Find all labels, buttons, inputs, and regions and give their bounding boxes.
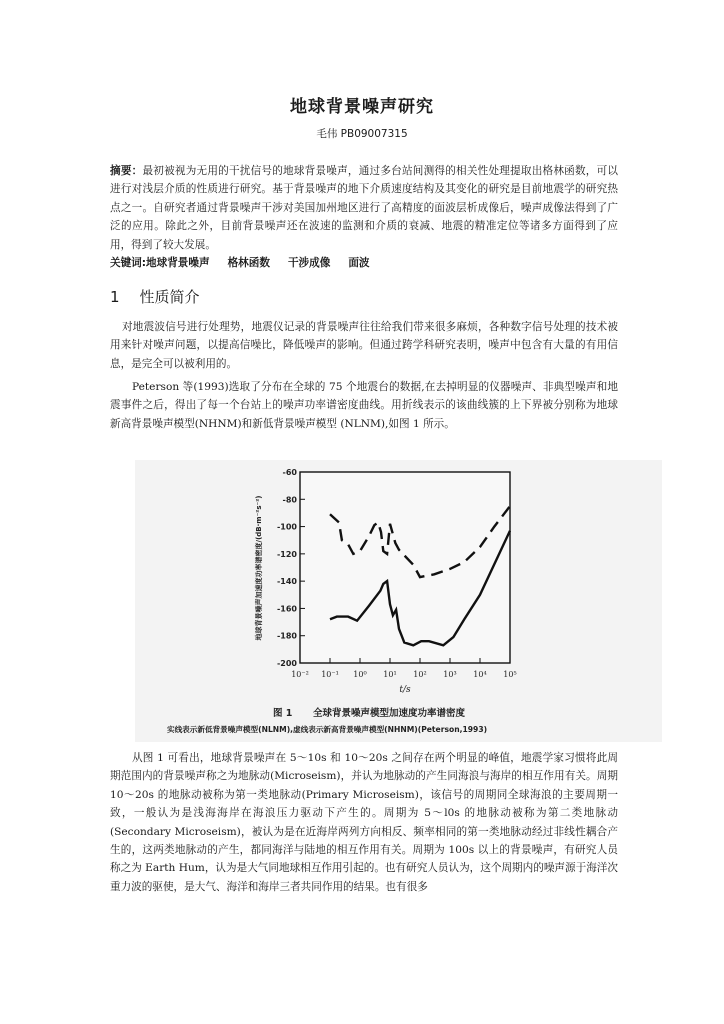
keyword-item: 格林函数 [227,257,270,269]
y-tick-label: -60 [282,468,297,477]
keyword-item: 地球背景噪声 [146,257,210,269]
section-heading [110,286,200,307]
x-tick-label: 10⁻¹ [321,670,339,679]
y-axis-label: 地球背景噪声加速度功率谱密度/(dB·m⁻²s⁻²) [255,495,263,641]
y-tick-label: -160 [276,604,297,614]
section-number: 1 [110,288,120,306]
x-tick-label: 10³ [443,670,457,679]
x-tick-label: 10⁴ [473,670,487,679]
figure-title: 全球背景噪声模型加速度功率谱密度 [313,708,466,719]
x-axis-label: t/s [399,685,411,695]
y-tick-label: -200 [276,659,297,668]
abstract-text: 最初被视为无用的干扰信号的地球背景噪声，通过多台站间测得的相关性处理提取出格林函数，可以进行对浅层介质的性质进行研究。基于背景噪声的地下介质速度结构及其变化的研究是目前地震学的研究热点之一。自研究者通过背景噪声干涉对美国加州地区进行了高精度的面波层析成像后，噪声成像法得到了广泛的应用。除此之外，目前背景噪声还在波速的监测和介质的衰减、地震的精准定位等诸多方面得到了应用，得到了较大发展。 [110,165,619,251]
paragraph-2: Peterson 等(1993)选取了分布在全球的 75 个地震台的数据,在去掉明显的仪器噪声、非典型噪声和地震事件之后，得出了每一个台站上的噪声功率谱密度曲线。用折线表示的该曲线簇的上下界被分别称为地球新高背景噪声模型(NHNM)和新低背景噪声模型 (NLNM),如图 1 所示。 [110,381,618,430]
x-tick-label: 10⁵ [503,670,517,679]
paragraph-1: 对地震波信号进行处理势，地震仪记录的背景噪声往往给我们带来很多麻烦，各种数字信号处理的技术被用来针对噪声问题，以提高信噪比，降低噪声的影响。但通过跨学科研究表明，噪声中包含有大量的有用信息，是完全可以被利用的。 [110,321,618,370]
abstract [110,162,618,254]
keywords [110,255,388,270]
figure-1 [135,460,662,742]
author-line: 毛伟 PB09007315 [316,128,408,140]
abstract-label: 摘要： [110,165,143,177]
plot-frame [300,472,510,663]
keywords-label: 关键词: [110,257,147,269]
paper-title: 地球背景噪声研究 [290,97,434,117]
figure-number: 图 1 [273,708,293,719]
y-tick-label: -100 [276,522,297,532]
y-tick-label: -120 [276,549,297,559]
keyword-item: 面波 [348,257,370,269]
noise-model-chart [135,460,662,742]
x-tick-label: 10⁻² [291,670,309,679]
y-tick-label: -180 [276,631,297,641]
x-tick-label: 10⁰ [353,670,367,679]
x-tick-label: 10² [413,670,427,679]
keyword-item: 干涉成像 [287,257,331,269]
paragraph-3: 从图 1 可看出，地球背景噪声在 5～10s 和 10～20s 之间存在两个明显的峰值，地震学家习惯将此周期范围内的背景噪声称之为地脉动(Microseism)，并认为地脉动的产生同海浪与海岸的相互作用有关。周期 10～20s 的地脉动被称为第一类地脉动(Primary Microseism)，该信号的周期同全球海浪的主要周期一致，一般认为是浅海海岸在海浪压力驱动下产生的。周期为 5～l0s 的地脉动被称为第二类地脉动(Secondary Microseism)，被认为是在近海岸两列方向相反、频率相同的第一类地脉动经过非线性耦合产生的，这两类地脉动的产生，都同海洋与陆地的相互作用有关。周期为 100s 以上的背景噪声，有研究人员称之为 Earth Hum，认为是大气同地球相互作用引起的。也有研究人员认为，这个周期内的噪声源于海洋次重力波的驱使，是大气、海洋和海岸三者共同作用的结果。也有很多 [110,752,618,893]
section-title: 性质简介 [139,288,200,306]
figure-subcaption: 实线表示新低背景噪声模型(NLNM),虚线表示新高背景噪声模型(NHNM)(Peterson,1993) [167,725,488,734]
y-tick-label: -140 [276,577,297,587]
y-tick-label: -80 [282,495,297,505]
x-tick-label: 10¹ [383,670,397,679]
